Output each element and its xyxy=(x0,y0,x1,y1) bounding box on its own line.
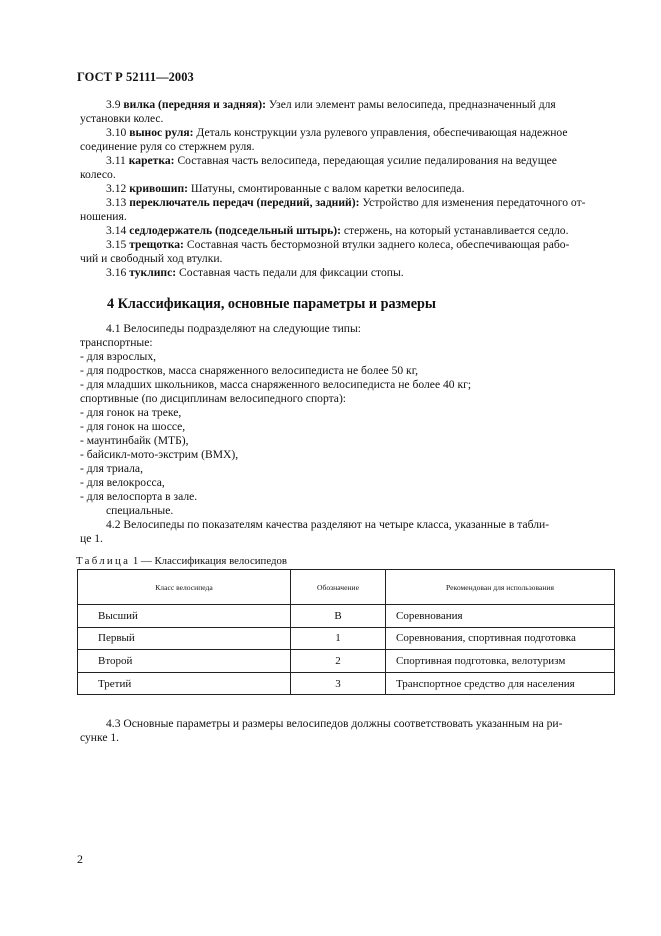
classification-table xyxy=(77,569,615,695)
table-cell: Соревнования, спортивная подготовка xyxy=(386,627,615,650)
definition-3-9: 3.9 вилка (передняя и задняя): Узел или элемент рамы велосипеда, предназначенный для установки колес. xyxy=(80,98,556,125)
page-number: 2 xyxy=(77,852,83,866)
list-item: - для подростков, масса снаряженного велосипедиста не более 50 кг, xyxy=(80,364,419,377)
table-cell: Третий xyxy=(78,672,291,695)
definition-3-15: 3.15 трещотка: Составная часть бестормозной втулки заднего колеса, обеспечивающая рабо- чий и свободный ход втулки. xyxy=(80,238,570,265)
list-item: - маунтинбайк (МТБ), xyxy=(80,434,189,447)
paragraph-4-1: 4.1 Велосипеды подразделяют на следующие типы: xyxy=(106,322,361,335)
list-item: - для гонок на треке, xyxy=(80,406,182,419)
table-cell: В xyxy=(291,605,386,628)
table-cell: Транспортное средство для населения xyxy=(386,672,615,695)
list-item: - для триала, xyxy=(80,462,143,475)
definition-3-14: 3.14 седлодержатель (подседельный штырь): стержень, на который устанавливается седло. xyxy=(106,224,569,237)
paragraph-4-2: 4.2 Велосипеды по показателям качества разделяют на четыре класса, указанные в табли- це 1. xyxy=(80,518,550,545)
definition-3-10: 3.10 вынос руля: Деталь конструкции узла рулевого управления, обеспечивающая надежное соединение руля со стержнем руля. xyxy=(80,126,568,153)
document-header: ГОСТ Р 52111—2003 xyxy=(77,70,194,84)
table-cell: 2 xyxy=(291,650,386,673)
list-item: транспортные: xyxy=(80,336,153,349)
list-item: - для младших школьников, масса снаряженного велосипедиста не более 40 кг; xyxy=(80,378,472,391)
table-cell: Первый xyxy=(78,627,291,650)
table-header-cell: Рекомендован для использования xyxy=(386,570,615,605)
table-row xyxy=(78,650,615,673)
table-cell: Второй xyxy=(78,650,291,673)
definitions-block xyxy=(80,98,616,280)
list-item: - для взрослых, xyxy=(80,350,157,363)
definition-3-16: 3.16 туклипс: Составная часть педали для фиксации стопы. xyxy=(106,266,404,279)
table-cell: 1 xyxy=(291,627,386,650)
table-caption: Таблица 1 — Классификация велосипедов xyxy=(76,555,287,567)
table-header-cell: Класс велосипеда xyxy=(78,570,291,605)
list-item: специальные. xyxy=(106,504,174,517)
table-row xyxy=(78,605,615,628)
definition-3-11: 3.11 каретка: Составная часть велосипеда, передающая усилие педалирования на ведущее колесо. xyxy=(80,154,557,181)
table-header-row xyxy=(78,570,615,605)
list-item: - для велокросса, xyxy=(80,476,165,489)
list-item: - для велоспорта в зале. xyxy=(80,490,198,503)
list-item: спортивные (по дисциплинам велосипедного спорта): xyxy=(80,392,347,405)
table-cell: Соревнования xyxy=(386,605,615,628)
paragraph-4-3: 4.3 Основные параметры и размеры велосипедов должны соответствовать указанным на ри- сунке 1. xyxy=(80,717,563,744)
table-row xyxy=(78,627,615,650)
table-row xyxy=(78,672,615,695)
definition-3-12: 3.12 кривошип: Шатуны, смонтированные с валом каретки велосипеда. xyxy=(106,182,465,195)
list-item: - для гонок на шоссе, xyxy=(80,420,186,433)
table-cell: 3 xyxy=(291,672,386,695)
table-cell: Высший xyxy=(78,605,291,628)
list-item: - байсикл-мото-экстрим (ВМХ), xyxy=(80,448,239,461)
definition-3-13: 3.13 переключатель передач (передний, задний): Устройство для изменения передаточного от- ношения. xyxy=(80,196,586,223)
types-list-block xyxy=(80,322,616,546)
section-title: 4 Классификация, основные параметры и размеры xyxy=(107,296,436,312)
table-header-cell: Обозначение xyxy=(291,570,386,605)
table-cell: Спортивная подготовка, велотуризм xyxy=(386,650,615,673)
